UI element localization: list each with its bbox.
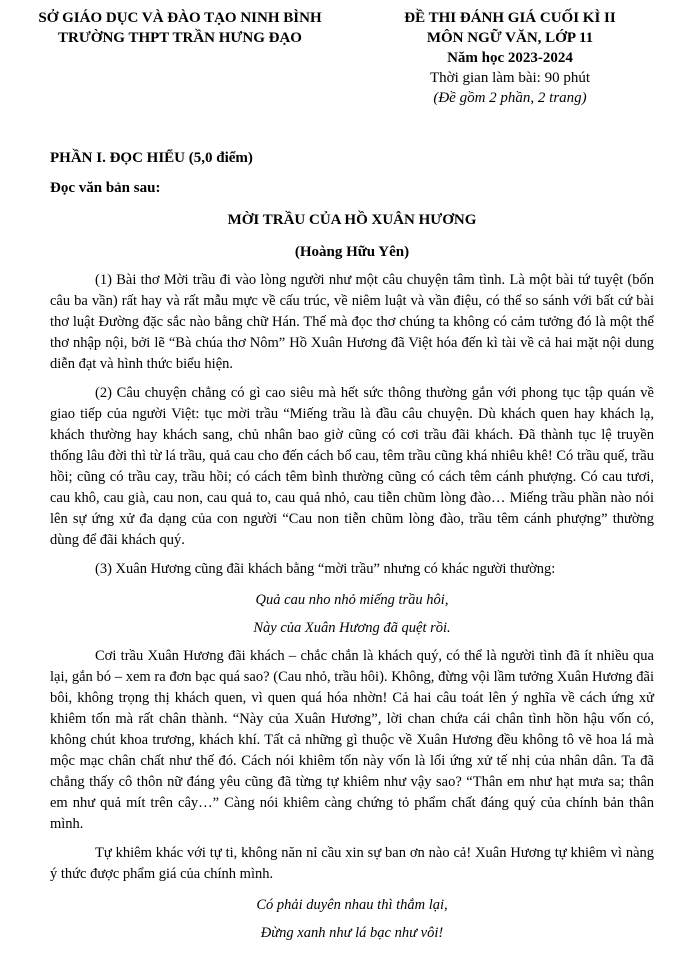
verse-line-1: Quả cau nho nhỏ miếng trầu hôi, xyxy=(255,592,449,608)
text-title: MỜI TRẦU CỦA HỒ XUÂN HƯƠNG xyxy=(227,212,477,228)
section-title: PHẦN I. ĐỌC HIỂU (5,0 điểm) xyxy=(50,150,253,166)
paragraph-2: (2) Câu chuyện chẳng có gì cao siêu mà hết sức thông thường gắn với phong tục tập quán về giao tiếp của người Việt: tục mời trầu “Miếng trầu là đầu câu chuyện. Dù khách quen hay khách lạ, khách thường hay khách sang, chủ nhân bao giờ cũng có cơi trầu đãi khách. Đã thành tục lệ truyền thống lâu đời thì từ lá trầu, quả cau cho đến cách bổ cau, têm trầu cũng khá nhiêu khê! Có trầu quế, trầu hồi; cũng có trầu cay, trầu hồi; có cách têm bình thường cũng có cách têm cánh phượng. Có cau tươi, cau khô, cau già, cau non, cau quả to, cau quả nhỏ, cau tiễn chũm lòng đào… Miếng trầu phần nào nói lên sự ứng xử đa dạng của con người “Cau non tiễn chũm lòng đào, trầu têm cánh phượng” thường dùng để đãi khách quý. xyxy=(50,385,654,548)
paragraph-5: Tự khiêm khác với tự ti, không năn nỉ cầu xin sự ban ơn nào cả! Xuân Hương tự khiêm vì nàng ý thức được phẩm giá của chính mình. xyxy=(50,845,654,882)
verse-line-2: Này của Xuân Hương đã quệt rồi. xyxy=(253,620,451,636)
school-year: Năm học 2023-2024 xyxy=(447,50,573,66)
verse-line-4: Đừng xanh như lá bạc như vôi! xyxy=(260,925,444,941)
exam-page-note: (Đề gồm 2 phần, 2 trang) xyxy=(433,90,587,106)
exam-duration: Thời gian làm bài: 90 phút xyxy=(430,70,590,86)
department-name: SỞ GIÁO DỤC VÀ ĐÀO TẠO NINH BÌNH xyxy=(38,10,322,26)
paragraph-1: (1) Bài thơ Mời trầu đi vào lòng người như một câu chuyện tâm tình. Là một bài tứ tuyệt (bốn câu ba vần) rất hay và rất mẫu mực về cấu trúc, về niêm luật và vần điệu, có thể so sánh với bất cứ bài thơ luật Đường đặc sắc nào bằng chữ Hán. Thế mà đọc thơ chúng ta không có cảm tưởng đó là một thể thơ nhập nội, bởi lẽ “Bà chúa thơ Nôm” Hồ Xuân Hương đã Việt hóa đến kì tài về cả hai mặt nội dung diễn đạt và hình thức biểu hiện. xyxy=(50,272,654,372)
verse-line-3: Có phải duyên nhau thì thắm lại, xyxy=(256,897,448,913)
exam-subject: MÔN NGỮ VĂN, LỚP 11 xyxy=(426,30,594,46)
issuer-block xyxy=(20,8,340,108)
document-header xyxy=(20,8,660,108)
exam-title: ĐỀ THI ĐÁNH GIÁ CUỐI KÌ II xyxy=(404,10,616,26)
reading-instruction: Đọc văn bản sau: xyxy=(50,180,161,196)
school-name: TRƯỜNG THPT TRẦN HƯNG ĐẠO xyxy=(58,30,302,46)
text-author: (Hoàng Hữu Yên) xyxy=(294,244,410,260)
exam-info-block xyxy=(360,8,660,108)
paragraph-4: Cơi trầu Xuân Hương đãi khách – chắc chắn là khách quý, có thể là người tình đã ít nhiều qua lại, gắn bó – xem ra đơn bạc quá sao? (Cau nhỏ, trầu hôi). Không, đừng vội lầm tưởng Xuân Hương đãi bôi, không trọng thị khách quen, vì quen quá hóa nhờn! Cả hai câu toát lên ý nghĩa về cách ứng xử khiêm tốn mà rất chân thành. “Này của Xuân Hương”, lời chan chứa cái chân tình hồn hậu vốn có, không chút khoa trương, khách khí. Tất cả những gì thuộc về Xuân Hương đều không tô vẽ hoa lá mà mộc mạc chân chất như thế đó. Cách nói khiêm tốn này vốn là lối ứng xử tế nhị của nhân dân. Ta đã chẳng thấy cô thôn nữ đáng yêu cũng đã từng tự khiêm như vậy sao? “Thân em như hạt mưa sa; thân em như quả mít trên cây…” Càng nói khiêm càng chứng tỏ phẩm chất đáng quý của chính bản thân mình. xyxy=(50,648,654,832)
paragraph-3: (3) Xuân Hương cũng đãi khách bằng “mời trầu” nhưng có khác người thường: xyxy=(95,561,556,577)
